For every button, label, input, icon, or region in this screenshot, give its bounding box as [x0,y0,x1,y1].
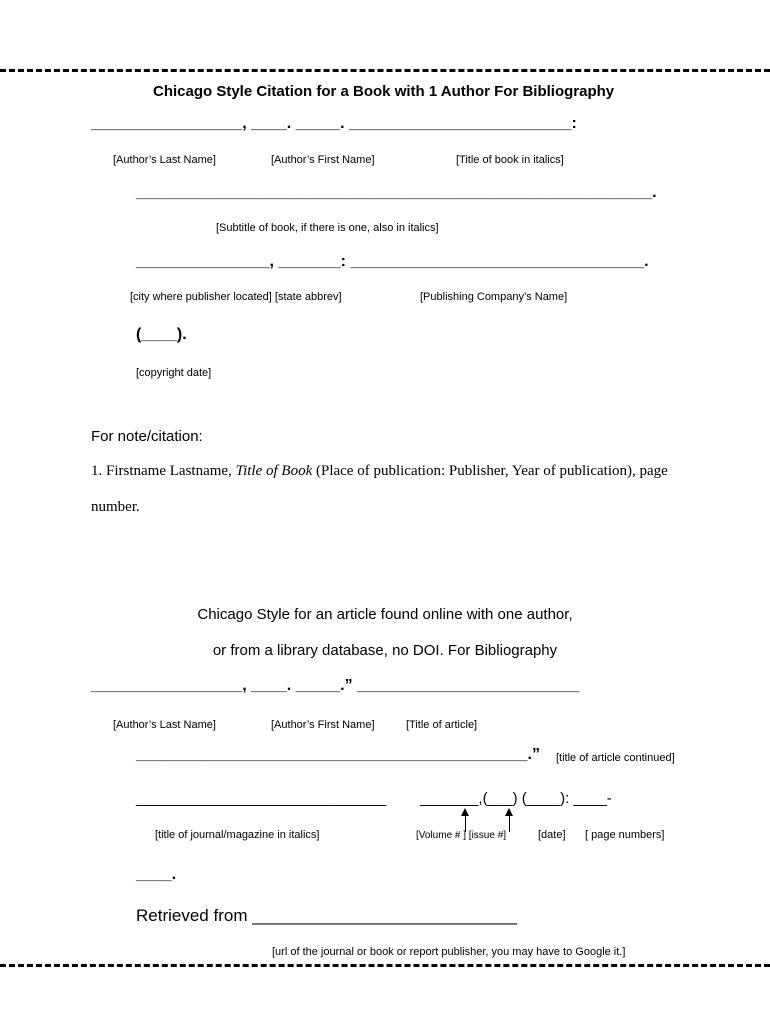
note-rest: (Place of publication: Publisher, Year of publication), page [312,463,668,479]
book-line-copyright: (____). [136,326,187,343]
bottom-dashed-border [0,964,770,967]
note-heading: For note/citation: [91,428,203,445]
article-heading-1: Chicago Style for an article found online with one author, [197,606,573,623]
article-label-title-continued: [title of article continued] [556,752,675,764]
label-book-title: [Title of book in italics] [456,154,564,166]
note-continuation: number. [91,499,140,515]
label-subtitle: [Subtitle of book, if there is one, also in italics] [216,222,439,234]
article-label-title: [Title of article] [406,719,478,731]
article-label-author-first-name: [Author’s First Name] [271,719,375,731]
label-author-first-name: [Author’s First Name] [271,154,375,166]
article-label-date: [date] [538,829,566,841]
book-section-title: Chicago Style Citation for a Book with 1 Author For Bibliography [153,83,615,100]
article-line-title-continued: ____________________________________________.” [136,746,540,763]
article-label-volume-issue: [Volume # ] [issue #] [416,830,507,841]
article-label-author-last-name: [Author’s Last Name] [113,719,216,731]
issue-arrow-icon [509,814,510,832]
article-label-page-numbers: [ page numbers] [585,829,665,841]
book-line-publisher: _______________, _______: _________________________________. [136,253,649,270]
article-heading-2: or from a library database, no DOI. For Bibliography [212,642,558,659]
article-line-author-title: _________________, ____. _____.” _________________________ [91,677,580,694]
article-line-volume-issue-date-pages: _______,(___) (____): ____- [420,790,612,807]
label-copyright-date: [copyright date] [136,367,212,379]
article-retrieved-from: Retrieved from ____________________________ [136,906,517,925]
article-line-pages-end: ____. [136,866,177,883]
book-line-author-title: _________________, ____. _____. _________________________: [91,115,577,132]
label-author-last-name: [Author’s Last Name] [113,154,216,166]
top-dashed-border [0,69,770,72]
label-city-state: [city where publisher located] [state abbrev] [130,291,342,303]
note-example [91,463,668,480]
book-line-subtitle: __________________________________________________________. [136,184,657,201]
note-prefix: 1. Firstname Lastname, [91,463,236,479]
article-label-url: [url of the journal or book or report publisher, you may have to Google it.] [272,946,626,958]
label-publishing-company: [Publishing Company’s Name] [420,291,568,303]
note-title-italic: Title of Book [235,463,313,479]
article-label-journal: [title of journal/magazine in italics] [155,829,320,841]
article-line-journal: ______________________________ [136,790,387,807]
